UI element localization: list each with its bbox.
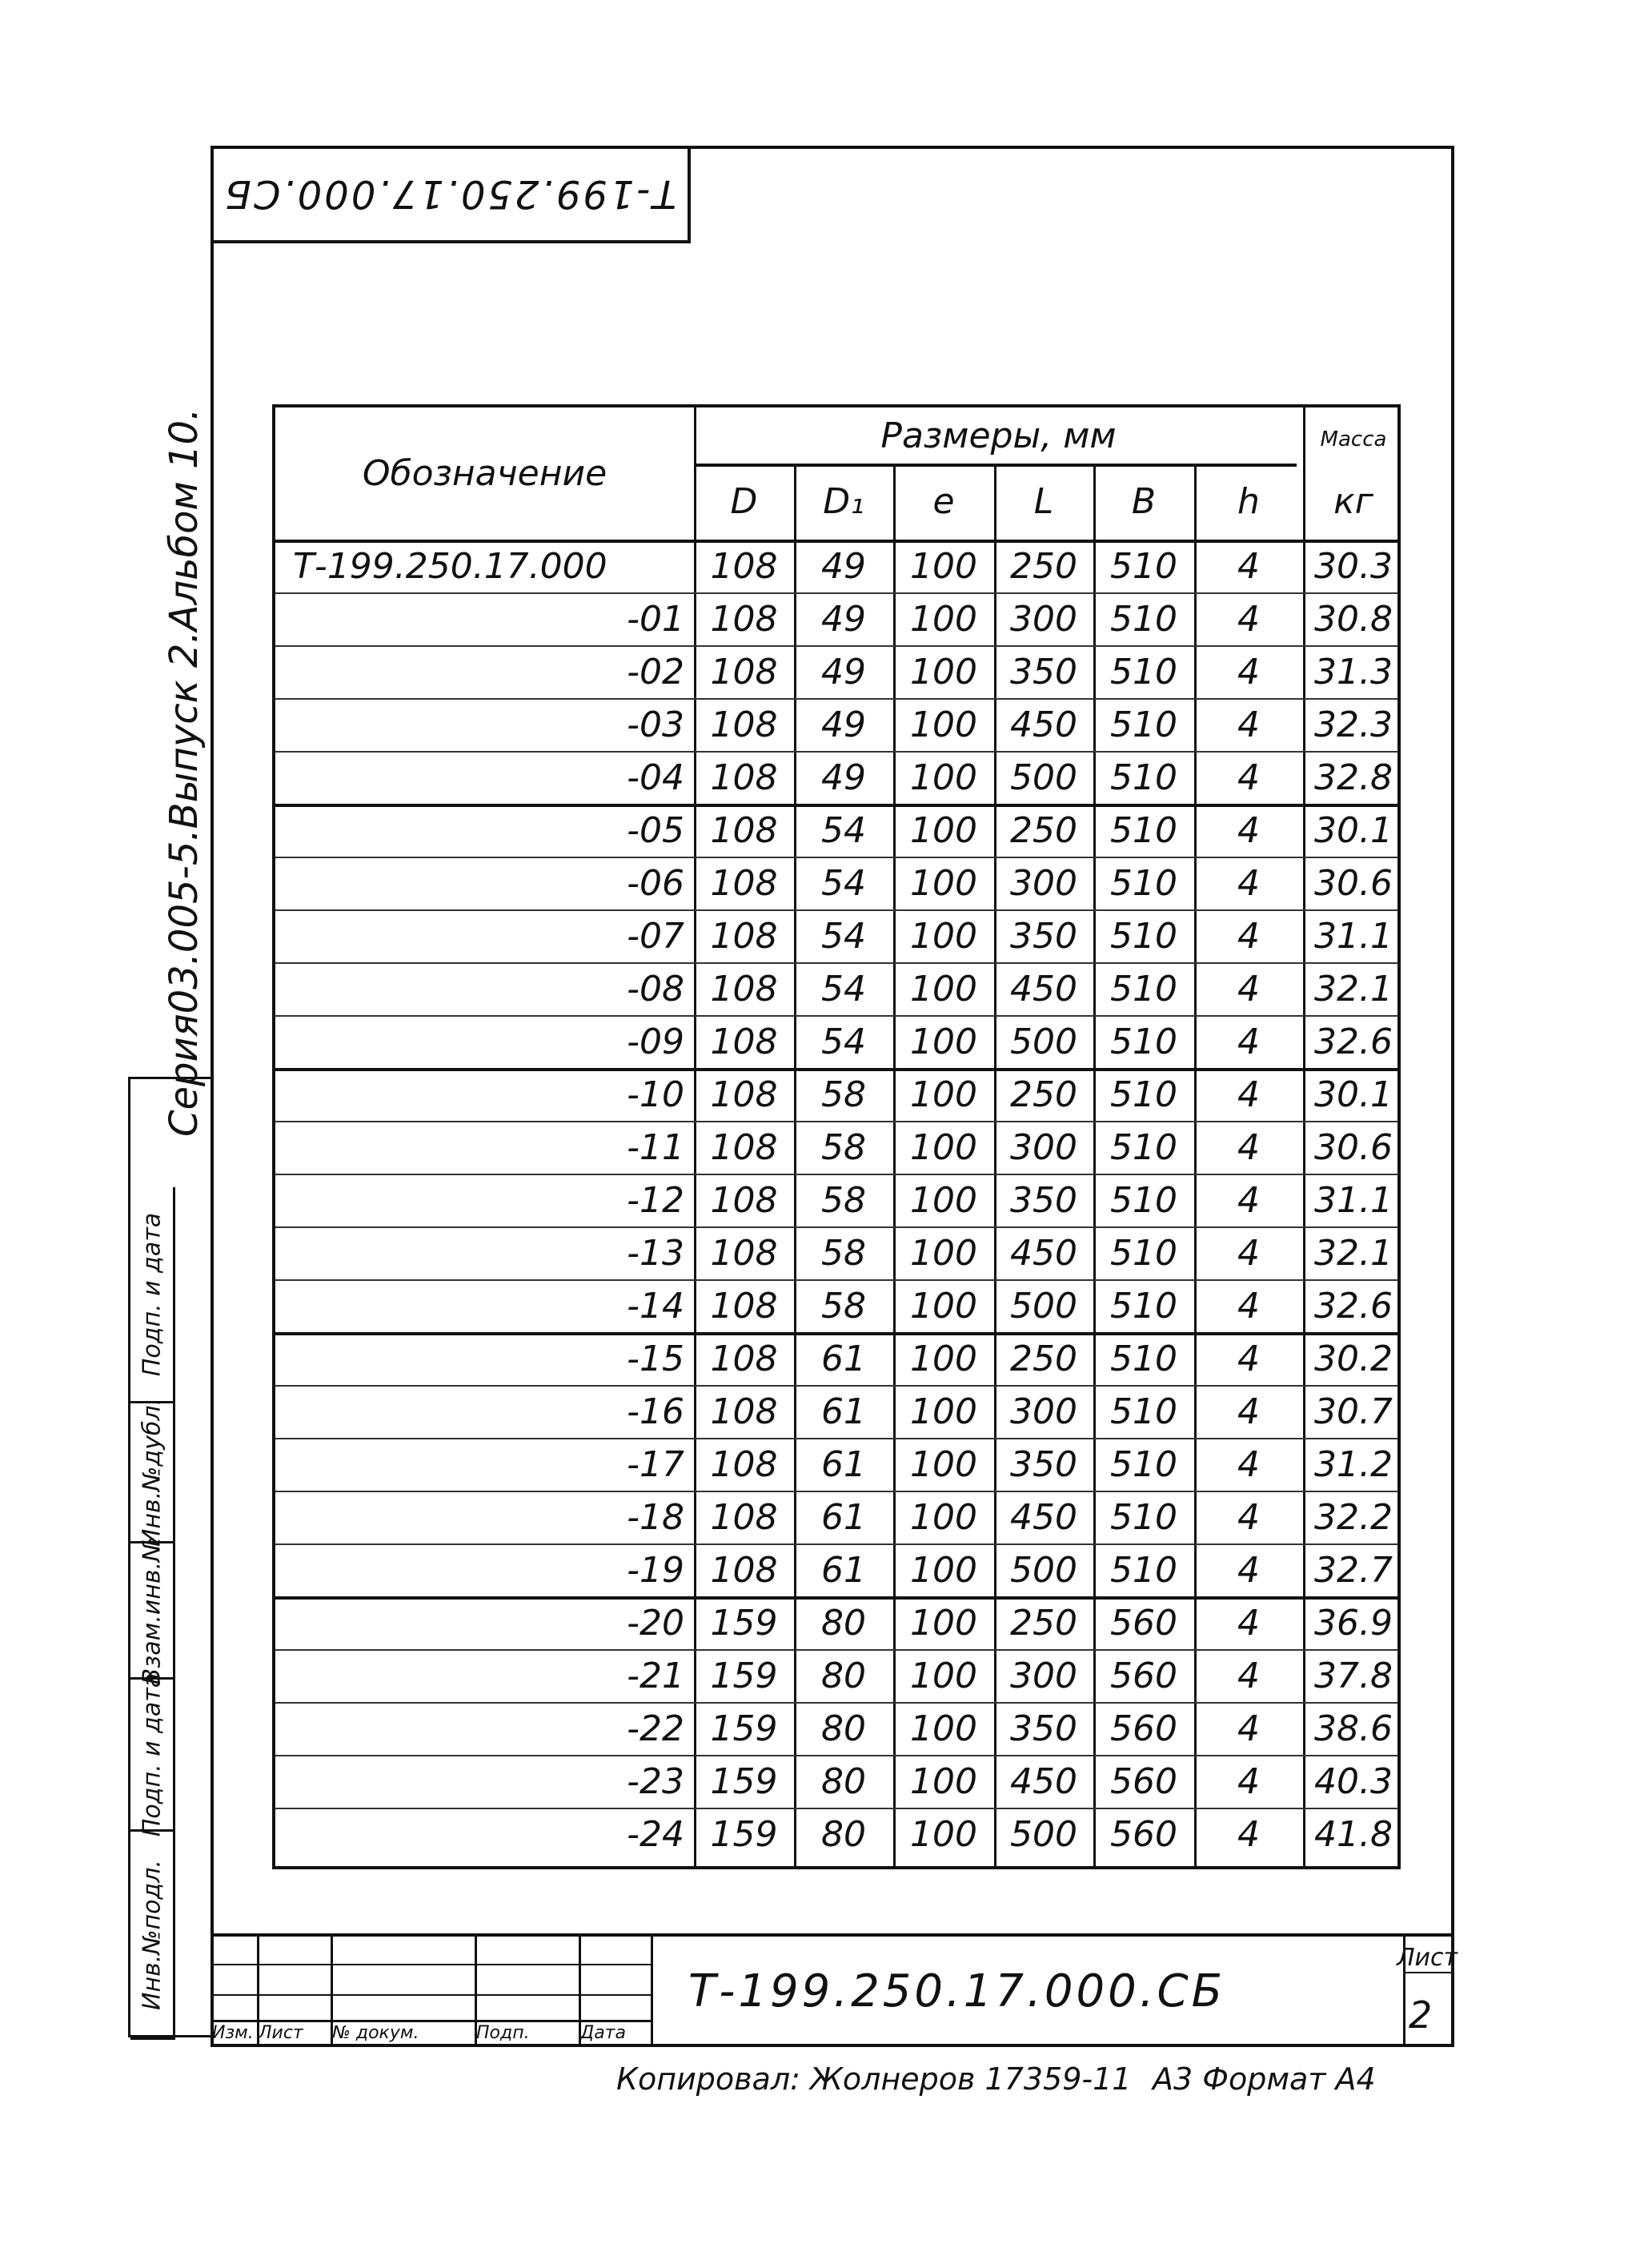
- row-value: 450: [1010, 1496, 1077, 1538]
- format-note: А3 Формат А4: [1153, 2061, 1376, 2097]
- row-mass: 38.6: [1314, 1708, 1393, 1749]
- row-value: 300: [1010, 1655, 1077, 1696]
- row-value: 100: [910, 704, 977, 745]
- row-value: 108: [710, 862, 778, 904]
- row-designation: -15: [627, 1338, 684, 1379]
- row-value: 4: [1237, 915, 1260, 957]
- row-designation: -11: [627, 1126, 684, 1168]
- side-stamp: [128, 1077, 214, 2037]
- row-value: 4: [1237, 704, 1260, 745]
- row-mass: 32.6: [1314, 1021, 1393, 1062]
- row-value: 54: [821, 862, 866, 904]
- row-value: 100: [910, 915, 977, 957]
- side-stamp-cell: [130, 1672, 175, 1836]
- header-dimensions: Размеры, мм: [880, 415, 1117, 456]
- row-value: 510: [1110, 1232, 1177, 1274]
- side-stamp-label: Инв.№подл.: [138, 1859, 166, 2010]
- row-value: 510: [1110, 545, 1177, 587]
- row-value: 500: [1010, 1549, 1077, 1591]
- title-block-rule: [211, 2020, 651, 2022]
- row-value: 4: [1237, 1708, 1260, 1749]
- row-value: 450: [1010, 968, 1077, 1010]
- row-value: 510: [1110, 1496, 1177, 1538]
- row-mass: 32.8: [1314, 757, 1393, 798]
- row-value: 510: [1110, 757, 1177, 798]
- row-value: 61: [821, 1549, 866, 1591]
- row-mass: 30.1: [1314, 809, 1393, 851]
- row-value: 159: [710, 1760, 778, 1802]
- row-value: 560: [1110, 1708, 1177, 1749]
- row-value: 350: [1010, 915, 1077, 957]
- row-value: 4: [1237, 1021, 1260, 1062]
- row-mass: 32.1: [1314, 1232, 1393, 1274]
- row-designation: -05: [627, 809, 684, 851]
- side-stamp-label: Подп. и дата: [138, 1212, 166, 1376]
- header-mass-unit: кг: [1333, 481, 1373, 522]
- row-value: 100: [910, 968, 977, 1010]
- row-value: 108: [710, 1391, 778, 1432]
- row-value: 159: [710, 1708, 778, 1749]
- row-value: 510: [1110, 968, 1177, 1010]
- row-value: 100: [910, 1443, 977, 1485]
- row-value: 4: [1237, 1179, 1260, 1221]
- row-value: 4: [1237, 757, 1260, 798]
- row-value: 300: [1010, 1126, 1077, 1168]
- row-value: 500: [1010, 1021, 1077, 1062]
- row-value: 100: [910, 757, 977, 798]
- row-mass: 32.2: [1314, 1496, 1393, 1538]
- side-stamp-label: Инв.№дубл.: [138, 1397, 166, 1547]
- title-block-rule: [211, 1994, 651, 1996]
- row-value: 350: [1010, 1443, 1077, 1485]
- row-designation: -07: [627, 915, 684, 957]
- row-designation: -23: [627, 1760, 684, 1802]
- row-value: 500: [1010, 1813, 1077, 1855]
- row-designation: -24: [627, 1813, 684, 1855]
- row-designation: -13: [627, 1232, 684, 1274]
- row-value: 510: [1110, 651, 1177, 692]
- row-value: 108: [710, 1496, 778, 1538]
- row-value: 4: [1237, 1285, 1260, 1327]
- row-designation: -22: [627, 1708, 684, 1749]
- row-mass: 37.8: [1314, 1655, 1393, 1696]
- row-mass: 41.8: [1314, 1813, 1393, 1855]
- row-value: 510: [1110, 1443, 1177, 1485]
- row-value: 450: [1010, 704, 1077, 745]
- row-value: 4: [1237, 1602, 1260, 1644]
- row-value: 510: [1110, 809, 1177, 851]
- row-value: 100: [910, 1021, 977, 1062]
- row-value: 250: [1010, 1338, 1077, 1379]
- row-mass: 36.9: [1314, 1602, 1393, 1644]
- row-value: 108: [710, 1285, 778, 1327]
- row-mass: 30.8: [1314, 598, 1393, 640]
- row-value: 4: [1237, 862, 1260, 904]
- title-block-rule: [211, 1964, 651, 1965]
- header-mass: Масса: [1320, 428, 1387, 452]
- title-block-label: Подп.: [476, 2023, 530, 2043]
- row-value: 108: [710, 1232, 778, 1274]
- row-value: 54: [821, 809, 866, 851]
- header-designation: Обозначение: [362, 453, 607, 494]
- footer-note: Копировал: Жолнеров 17359-11: [616, 2061, 1132, 2097]
- row-value: 350: [1010, 1708, 1077, 1749]
- column-header: B: [1131, 481, 1157, 522]
- row-value: 61: [821, 1443, 866, 1485]
- row-designation: -02: [627, 651, 684, 692]
- row-mass: 31.3: [1314, 651, 1393, 692]
- row-value: 108: [710, 1179, 778, 1221]
- row-value: 100: [910, 809, 977, 851]
- row-value: 58: [821, 1126, 866, 1168]
- row-value: 108: [710, 1021, 778, 1062]
- row-value: 350: [1010, 651, 1077, 692]
- row-value: 80: [821, 1760, 866, 1802]
- title-block-label: Лист: [259, 2023, 303, 2043]
- row-value: 4: [1237, 1074, 1260, 1115]
- sheet-label: Лист: [1397, 1944, 1458, 1972]
- row-designation: -19: [627, 1549, 684, 1591]
- row-value: 80: [821, 1708, 866, 1749]
- row-value: 100: [910, 651, 977, 692]
- row-designation: -20: [627, 1602, 684, 1644]
- row-mass: 40.3: [1314, 1760, 1393, 1802]
- row-mass: 31.1: [1314, 1179, 1393, 1221]
- row-value: 100: [910, 1391, 977, 1432]
- column-header: D: [730, 481, 758, 522]
- row-value: 100: [910, 1126, 977, 1168]
- row-value: 108: [710, 809, 778, 851]
- row-value: 100: [910, 1602, 977, 1644]
- side-stamp-cell: [130, 1832, 175, 2040]
- row-mass: 32.1: [1314, 968, 1393, 1010]
- row-value: 100: [910, 1285, 977, 1327]
- row-value: 4: [1237, 1760, 1260, 1802]
- row-value: 250: [1010, 1074, 1077, 1115]
- side-stamp-label: Подп. и дата: [138, 1672, 166, 1836]
- row-designation: -10: [627, 1074, 684, 1115]
- row-value: 4: [1237, 1549, 1260, 1591]
- row-value: 100: [910, 1655, 977, 1696]
- row-value: 4: [1237, 1126, 1260, 1168]
- row-value: 510: [1110, 1338, 1177, 1379]
- row-value: 560: [1110, 1813, 1177, 1855]
- row-value: 510: [1110, 1549, 1177, 1591]
- row-value: 510: [1110, 915, 1177, 957]
- row-value: 58: [821, 1074, 866, 1115]
- title-block-rule: [1403, 1972, 1454, 1973]
- row-value: 100: [910, 1708, 977, 1749]
- row-value: 61: [821, 1338, 866, 1379]
- row-value: 100: [910, 862, 977, 904]
- row-value: 510: [1110, 598, 1177, 640]
- row-value: 61: [821, 1391, 866, 1432]
- column-header: h: [1237, 481, 1260, 522]
- row-value: 100: [910, 1074, 977, 1115]
- row-value: 510: [1110, 1179, 1177, 1221]
- row-value: 100: [910, 1549, 977, 1591]
- row-value: 108: [710, 915, 778, 957]
- row-value: 4: [1237, 1813, 1260, 1855]
- row-value: 108: [710, 1443, 778, 1485]
- row-value: 100: [910, 545, 977, 587]
- side-stamp-cell: [130, 1187, 175, 1403]
- row-value: 108: [710, 1338, 778, 1379]
- row-designation: -03: [627, 704, 684, 745]
- row-value: 500: [1010, 1285, 1077, 1327]
- side-stamp-label: Взам.инв.№: [138, 1536, 166, 1684]
- row-value: 560: [1110, 1602, 1177, 1644]
- row-value: 100: [910, 1496, 977, 1538]
- row-value: 159: [710, 1813, 778, 1855]
- title-block-label: Изм.: [212, 2023, 254, 2043]
- column-header: e: [932, 481, 955, 522]
- row-value: 4: [1237, 598, 1260, 640]
- row-value: 510: [1110, 1021, 1177, 1062]
- row-value: 350: [1010, 1179, 1077, 1221]
- row-value: 4: [1237, 651, 1260, 692]
- row-mass: 31.2: [1314, 1443, 1393, 1485]
- sheet-number: 2: [1409, 1993, 1433, 2037]
- row-value: 4: [1237, 1655, 1260, 1696]
- row-value: 108: [710, 968, 778, 1010]
- row-value: 250: [1010, 545, 1077, 587]
- row-mass: 30.7: [1314, 1391, 1393, 1432]
- row-value: 510: [1110, 1391, 1177, 1432]
- row-value: 4: [1237, 968, 1260, 1010]
- row-value: 58: [821, 1285, 866, 1327]
- row-value: 510: [1110, 862, 1177, 904]
- row-value: 100: [910, 1179, 977, 1221]
- side-stamp-cell: [130, 1397, 175, 1547]
- row-value: 108: [710, 1549, 778, 1591]
- row-value: 108: [710, 757, 778, 798]
- row-value: 100: [910, 1232, 977, 1274]
- row-mass: 32.3: [1314, 704, 1393, 745]
- row-designation: -12: [627, 1179, 684, 1221]
- row-value: 300: [1010, 598, 1077, 640]
- row-value: 49: [821, 704, 866, 745]
- top-stamp: [212, 147, 691, 243]
- column-header: D₁: [823, 481, 864, 522]
- row-mass: 30.2: [1314, 1338, 1393, 1379]
- title-block-label: Дата: [580, 2023, 626, 2043]
- row-designation: -08: [627, 968, 684, 1010]
- row-value: 100: [910, 1813, 977, 1855]
- row-value: 510: [1110, 1285, 1177, 1327]
- row-value: 4: [1237, 1443, 1260, 1485]
- row-value: 450: [1010, 1760, 1077, 1802]
- row-designation: -14: [627, 1285, 684, 1327]
- title-block-label: № докум.: [332, 2023, 419, 2043]
- row-mass: 32.6: [1314, 1285, 1393, 1327]
- row-value: 49: [821, 598, 866, 640]
- row-designation: -18: [627, 1496, 684, 1538]
- row-value: 4: [1237, 1496, 1260, 1538]
- row-value: 100: [910, 1338, 977, 1379]
- row-value: 560: [1110, 1655, 1177, 1696]
- row-value: 560: [1110, 1760, 1177, 1802]
- row-designation: -09: [627, 1021, 684, 1062]
- row-value: 4: [1237, 545, 1260, 587]
- row-mass: 30.1: [1314, 1074, 1393, 1115]
- row-value: 49: [821, 545, 866, 587]
- row-value: 108: [710, 598, 778, 640]
- row-value: 100: [910, 598, 977, 640]
- dimensions-table: [272, 404, 1401, 1869]
- row-value: 250: [1010, 809, 1077, 851]
- row-value: 100: [910, 1760, 977, 1802]
- row-value: 4: [1237, 1338, 1260, 1379]
- row-value: 54: [821, 968, 866, 1010]
- row-value: 4: [1237, 809, 1260, 851]
- row-mass: 31.1: [1314, 915, 1393, 957]
- row-mass: 30.6: [1314, 862, 1393, 904]
- row-value: 108: [710, 1126, 778, 1168]
- row-value: 108: [710, 651, 778, 692]
- row-value: 108: [710, 545, 778, 587]
- row-value: 58: [821, 1232, 866, 1274]
- row-value: 500: [1010, 757, 1077, 798]
- row-value: 61: [821, 1496, 866, 1538]
- row-value: 300: [1010, 1391, 1077, 1432]
- row-designation: -06: [627, 862, 684, 904]
- row-value: 450: [1010, 1232, 1077, 1274]
- row-value: 159: [710, 1602, 778, 1644]
- row-value: 510: [1110, 704, 1177, 745]
- column-header: L: [1033, 481, 1054, 522]
- row-value: 510: [1110, 1126, 1177, 1168]
- row-value: 49: [821, 651, 866, 692]
- row-designation: -04: [627, 757, 684, 798]
- row-value: 49: [821, 757, 866, 798]
- row-designation: -21: [627, 1655, 684, 1696]
- title-block-rule: [651, 1933, 653, 2047]
- series-note-text: Серия03.005-5.Выпуск 2.Альбом 10.: [162, 407, 207, 1137]
- row-value: 4: [1237, 1232, 1260, 1274]
- row-value: 80: [821, 1602, 866, 1644]
- row-value: 510: [1110, 1074, 1177, 1115]
- title-block-rule: [211, 1933, 1454, 1937]
- row-designation: -16: [627, 1391, 684, 1432]
- row-value: 80: [821, 1655, 866, 1696]
- row-value: 54: [821, 915, 866, 957]
- row-value: 4: [1237, 1391, 1260, 1432]
- row-mass: 30.6: [1314, 1126, 1393, 1168]
- row-value: 58: [821, 1179, 866, 1221]
- row-value: 54: [821, 1021, 866, 1062]
- top-stamp-code: Т-199.250.17.000.СБ: [223, 171, 677, 216]
- row-value: 108: [710, 704, 778, 745]
- drawing-code: Т-199.250.17.000.СБ: [688, 1965, 1226, 2017]
- row-value: 300: [1010, 862, 1077, 904]
- row-value: 80: [821, 1813, 866, 1855]
- row-mass: 32.7: [1314, 1549, 1393, 1591]
- row-value: 108: [710, 1074, 778, 1115]
- row-designation: Т-199.250.17.000: [293, 545, 607, 587]
- row-mass: 30.3: [1314, 545, 1393, 587]
- row-designation: -17: [627, 1443, 684, 1485]
- row-value: 159: [710, 1655, 778, 1696]
- row-designation: -01: [627, 598, 684, 640]
- side-stamp-cell: [130, 1536, 175, 1684]
- row-value: 250: [1010, 1602, 1077, 1644]
